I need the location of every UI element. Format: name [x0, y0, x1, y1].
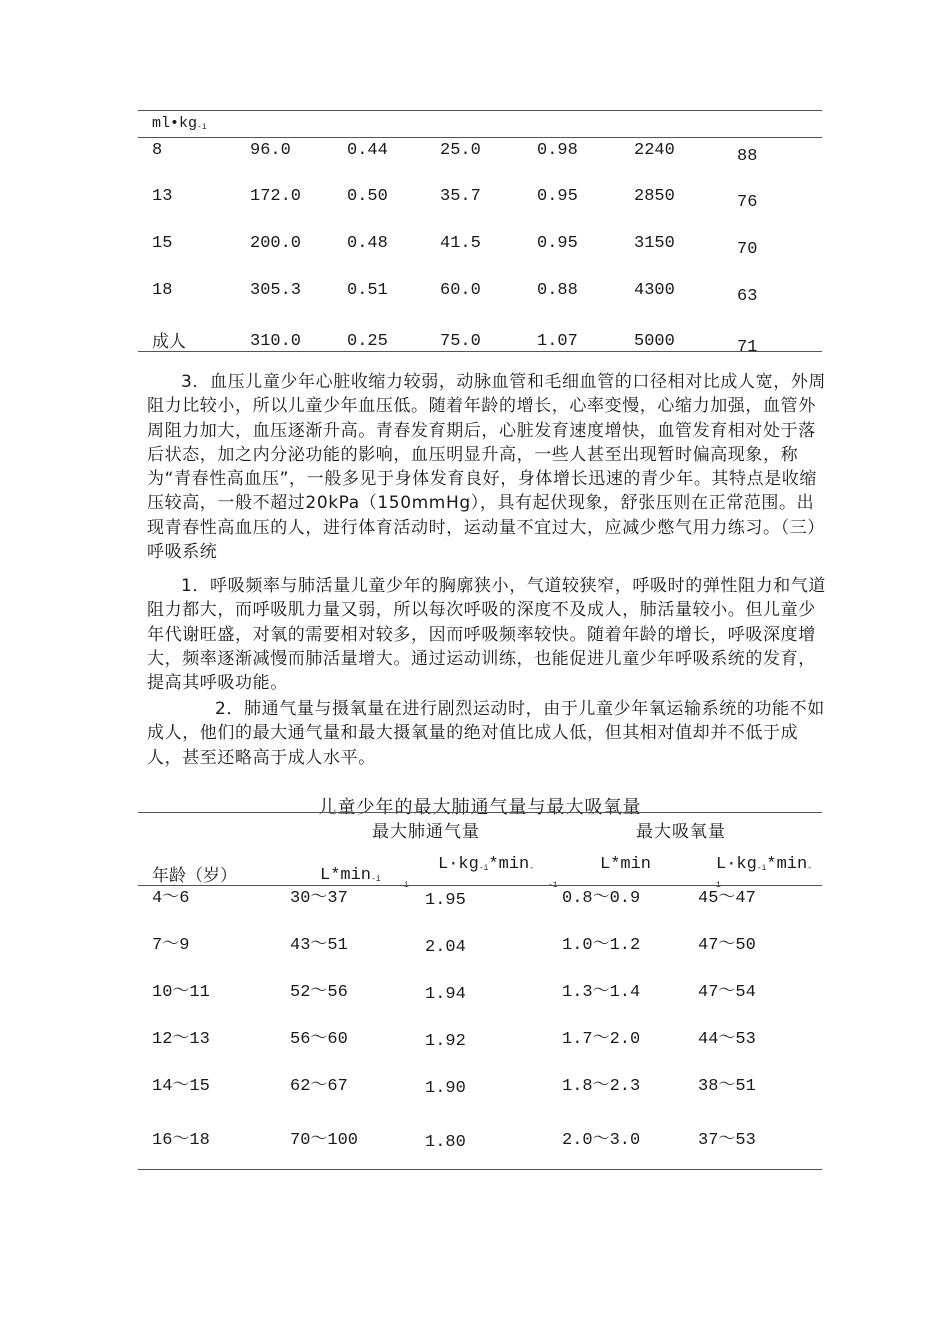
table2-header-rule [138, 885, 822, 886]
table1-cell: 成人 [152, 332, 186, 352]
table1-header-rule [138, 137, 822, 138]
header-o2-lkg-text: L·kg [716, 855, 757, 874]
table2-header-lkg [438, 855, 534, 879]
table2-cell: 14〜15 [152, 1077, 210, 1096]
unit-sub: -i [197, 123, 207, 132]
table2-header-o2-lkg [716, 855, 812, 879]
table2-cell: 47〜54 [698, 983, 756, 1002]
table1-cell: 1.07 [537, 332, 578, 351]
table1-cell: 0.50 [347, 187, 388, 206]
table1-cell: 2240 [634, 141, 675, 160]
table1-cell: 3150 [634, 234, 675, 253]
table2-cell: 38〜51 [698, 1077, 756, 1096]
table1-cell: 13 [152, 187, 173, 206]
table2-header-o2-lmin: L*min [600, 855, 652, 874]
paragraph-ventilation: 2．肺通气量与摄氧量在进行剧烈运动时，由于儿童少年氧运输系统的功能不如成人，他们的最大通气量和最大摄氧量的绝对值比成人低，但其相对值却并不低于成人，甚至还略高于成人水平。 [147, 699, 825, 768]
header-lmin-sub: -i [371, 875, 381, 884]
table1-cell: 305.3 [250, 281, 302, 300]
table1-cell: 70 [737, 240, 758, 259]
unit-text: ml•kg [152, 115, 198, 132]
table1-cell: 0.98 [537, 141, 578, 160]
table1-cell: 200.0 [250, 234, 302, 253]
table2-stray-1b: 1 [716, 881, 721, 890]
table2-cell: 0.8〜0.9 [562, 889, 641, 908]
table1-cell: 71 [737, 338, 758, 357]
table1-cell: 96.0 [250, 141, 291, 160]
table2-cell: 1.3〜1.4 [562, 983, 641, 1002]
table1-cell: 76 [737, 193, 758, 212]
header-o2-lkg-tail-sub: - [807, 864, 813, 873]
table2-cell: 30〜37 [290, 889, 348, 908]
header-o2-lkg-sub: -i [756, 864, 767, 873]
table2-cell: 45〜47 [698, 889, 756, 908]
table1-top-rule [138, 110, 822, 111]
table1-cell: 4300 [634, 281, 675, 300]
table2-top-rule [138, 812, 822, 813]
header-lmin-text: L*min [320, 866, 372, 885]
table2-cell: 44〜53 [698, 1030, 756, 1049]
table2-cell: 10〜11 [152, 983, 210, 1002]
table2-cell: 43〜51 [290, 936, 348, 955]
table2-cell: 52〜56 [290, 983, 348, 1002]
table2-stray-1a: -1 [548, 881, 558, 890]
table2-header-age: 年龄（岁） [152, 866, 237, 886]
table2-cell: 1.8〜2.3 [562, 1077, 641, 1096]
table2-cell: 1.80 [425, 1133, 466, 1152]
table2-group-oxygen: 最大吸氧量 [636, 822, 726, 842]
table1-cell: 5000 [634, 332, 675, 351]
table2-cell: 1.92 [425, 1032, 466, 1051]
table1-cell: 0.44 [347, 141, 388, 160]
table2-header-lmin [320, 866, 381, 890]
table1-cell: 172.0 [250, 187, 302, 206]
table2-cell: 2.04 [425, 938, 466, 957]
table2-group-ventilation: 最大肺通气量 [372, 822, 480, 842]
table1-cell: 25.0 [440, 141, 481, 160]
table1-cell: 0.51 [347, 281, 388, 300]
table2-cell: 2.0〜3.0 [562, 1131, 641, 1150]
table1-cell: 63 [737, 287, 758, 306]
table2-cell: 70〜100 [290, 1131, 359, 1150]
table1-cell: 0.95 [537, 187, 578, 206]
table2-cell: 62〜67 [290, 1077, 348, 1096]
table1-cell: 0.25 [347, 332, 388, 351]
table1-unit-label [152, 114, 207, 138]
table1-cell: 35.7 [440, 187, 481, 206]
paragraph-respiration-rate: 1．呼吸频率与肺活量儿童少年的胸廓狭小，气道较狭窄，呼吸时的弹性阻力和气道阻力都大，而呼吸肌力量又弱，所以每次呼吸的深度不及成人，肺活量较小。但儿童少年代谢旺盛，对氧的需要相对较多，因而呼吸频率较快。随着年龄的增长，呼吸深度增大，频率逐渐减慢而肺活量增大。通过运动训练，也能促进儿童少年呼吸系统的发育，提高其呼吸功能。 [147, 576, 827, 694]
header-o2-lkg-tail: *min [766, 855, 808, 874]
table1-cell: 0.88 [537, 281, 578, 300]
table1-cell: 88 [737, 147, 758, 166]
table2-cell: 4〜6 [152, 889, 190, 908]
table1-cell: 18 [152, 281, 173, 300]
table1-cell: 2850 [634, 187, 675, 206]
table1-bottom-rule [138, 351, 822, 352]
table2-cell: 1.94 [425, 985, 466, 1004]
table2-cell: 12〜13 [152, 1030, 210, 1049]
table2-title: 儿童少年的最大肺通气量与最大吸氧量 [318, 797, 642, 818]
header-lkg-text: L·kg [438, 855, 479, 874]
table1-cell: 8 [152, 141, 163, 160]
table1-cell: 60.0 [440, 281, 481, 300]
table1-cell: 75.0 [440, 332, 481, 351]
table2-cell: 16〜18 [152, 1131, 210, 1150]
table1-cell: 41.5 [440, 234, 481, 253]
table2-cell: 1.90 [425, 1079, 466, 1098]
header-lkg-tail-sub: - [529, 864, 535, 873]
table2-bottom-rule [138, 1169, 822, 1170]
table2-cell: 47〜50 [698, 936, 756, 955]
table1-cell: 0.48 [347, 234, 388, 253]
table2-cell: 37〜53 [698, 1131, 756, 1150]
table2-cell: 7〜9 [152, 936, 190, 955]
table1-cell: 15 [152, 234, 173, 253]
paragraph-blood-pressure: 3．血压儿童少年心脏收缩力较弱，动脉血管和毛细血管的口径相对比成人宽，外周阻力比较小，所以儿童少年血压低。随着年龄的增长，心率变慢，心缩力加强，血管外周阻力加大，血压逐渐升高。青春发育期后，心脏发育速度增快，血管发育相对处于落后状态，加之内分泌功能的影响，血压明显升高，一些人甚至出现暂时偏高现象，称为“青春性高血压”，一般多见于身体发育良好，身体增长迅速的青少年。其特点是收缩压较高，一般不超过20kPa（150mmHg），具有起伏现象，舒张压则在正常范围。出现青春性高血压的人，进行体育活动时，运动量不宜过大，应减少憋气用力练习。（三）呼吸系统 [147, 372, 827, 563]
table1-cell: 0.95 [537, 234, 578, 253]
table2-stray-i: i [404, 881, 409, 890]
table2-cell: 1.7〜2.0 [562, 1030, 641, 1049]
table2-cell: 1.95 [425, 891, 466, 910]
header-lkg-tail: *min [488, 855, 530, 874]
table2-cell: 1.0〜1.2 [562, 936, 641, 955]
header-lkg-sub: -i [478, 864, 489, 873]
table1-cell: 310.0 [250, 332, 302, 351]
table2-cell: 56〜60 [290, 1030, 348, 1049]
